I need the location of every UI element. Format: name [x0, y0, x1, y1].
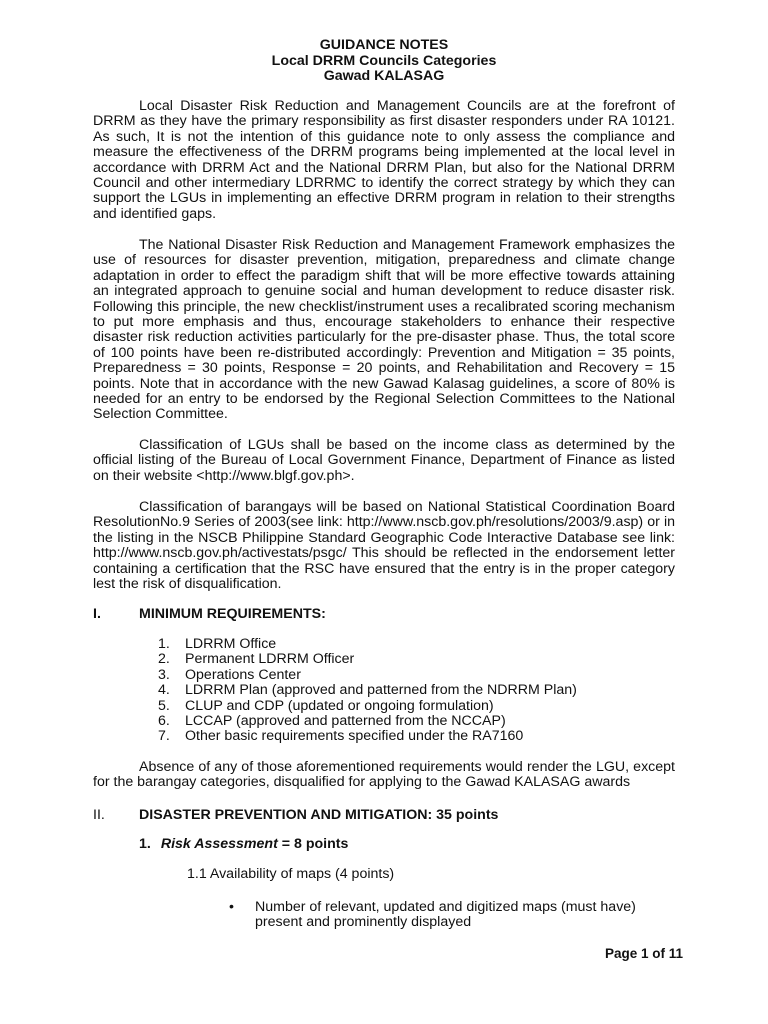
paragraph-disqualification: Absence of any of those aforementioned requirements would render the LGU, except for the barangay categories, disqualified for applying to the Gawad KALASAG awards: [93, 759, 675, 791]
paragraph-lgu-classification: Classification of LGUs shall be based on the income class as determined by the official listing of the Bureau of Local Government Finance, Department of Finance as listed on their website <http://www.blgf.gov.ph>.: [93, 437, 675, 484]
list-item-number: 1.: [158, 636, 170, 652]
subsection-number: 1.: [139, 836, 151, 852]
subsection-title: Risk Assessment: [160, 836, 278, 852]
document-subtitle: Local DRRM Councils Categories: [271, 52, 497, 69]
paragraph-framework: The National Disaster Risk Reduction and Management Framework emphasizes the use of resources for disaster prevention, mitigation, preparedness and climate change adaptation in order to effect the paradigm shift that will be more effective towards attaining an integrated approach to genuine social and human development to reduce disaster risk. Following this principle, the new checklist/instrument uses a recalibrated scoring mechanism to put more emphasis and thus, encourage stakeholders to enhance their respective disaster risk reduction activities particularly for the pre-disaster phase. Thus, the total score of 100 points have been re-distributed accordingly: Prevention and Mitigation = 35 points, Preparedness = 30 points, Response = 20 points, and Rehabilitation and Recovery = 15 points. Note that in accordance with the new Gawad Kalasag guidelines, a score of 80% is needed for an entry to be endorsed by the Regional Selection Committees to the National Selection Committee.: [93, 237, 675, 423]
list-item: [158, 668, 577, 683]
list-item: [158, 714, 577, 729]
section-number: I.: [93, 606, 101, 622]
requirements-list: [158, 637, 577, 745]
bullet-icon: •: [229, 899, 234, 915]
paragraph-barangay-classification: Classification of barangays will be based on National Statistical Coordination Board ResolutionNo.9 Series of 2003(see link: http://www.nscb.gov.ph/resolutions/2003/9.asp) or in the listing in the NSCB Philippine Standard Geographic Code Interactive Database see link: http://www.nscb.gov.ph/activestats/psgc/ This should be reflected in the endorsement letter containing a certification that the RSC have ensured that the entry is in the proper category lest the risk of disqualification.: [93, 499, 675, 593]
list-item-number: 3.: [158, 666, 170, 683]
section-title: DISASTER PREVENTION AND MITIGATION: [139, 807, 428, 823]
document-title: GUIDANCE NOTES: [319, 37, 449, 53]
list-item-number: 6.: [158, 712, 170, 729]
list-item-text: Permanent LDRRM Officer: [185, 651, 355, 668]
list-item: [158, 699, 577, 714]
bullet-text: Number of relevant, updated and digitized maps (must have) present and prominently displayed: [255, 899, 636, 931]
page-number: Page 1 of 11: [605, 946, 684, 961]
section-points: : 35 points: [427, 807, 499, 823]
list-item-number: 2.: [158, 651, 170, 668]
section-title: MINIMUM REQUIREMENTS:: [139, 606, 326, 622]
list-item: [158, 683, 577, 698]
subsection-heading-risk-assessment: [139, 837, 348, 852]
subsection-points: = 8 points: [277, 836, 349, 852]
list-item-text: CLUP and CDP (updated or ongoing formulation): [185, 697, 494, 714]
list-item-number: 4.: [158, 682, 170, 699]
document-title-block: [0, 38, 768, 85]
list-item-number: 7.: [158, 728, 170, 745]
list-item-text: Operations Center: [185, 666, 301, 683]
list-item-text: LCCAP (approved and patterned from the NCCAP): [185, 712, 506, 729]
list-item: [158, 729, 577, 744]
list-item-text: LDRRM Office: [185, 636, 277, 652]
list-item-number: 5.: [158, 697, 170, 714]
document-subtitle-2: Gawad KALASAG: [323, 68, 445, 84]
paragraph-intro: Local Disaster Risk Reduction and Management Councils are at the forefront of DRRM as they have the primary responsibility as first disaster responders under RA 10121. As such, It is not the intention of this guidance note to only assess the compliance and measure the effectiveness of the DRRM programs being implemented at the local level in accordance with DRRM Act and the National DRRM Plan, but also for the National DRRM Council and other intermediary LDRRMC to identify the correct strategy by which they can support the LGUs in implementing an effective DRRM program in relation to their strengths and identified gaps.: [93, 98, 675, 222]
section-number: II.: [93, 807, 105, 823]
list-item-text: LDRRM Plan (approved and patterned from the NDRRM Plan): [185, 682, 577, 699]
list-item: [158, 652, 577, 667]
list-item-text: Other basic requirements specified under the RA7160: [185, 728, 524, 745]
subitem-availability-of-maps: 1.1 Availability of maps (4 points): [187, 866, 395, 882]
list-item: [158, 637, 577, 652]
